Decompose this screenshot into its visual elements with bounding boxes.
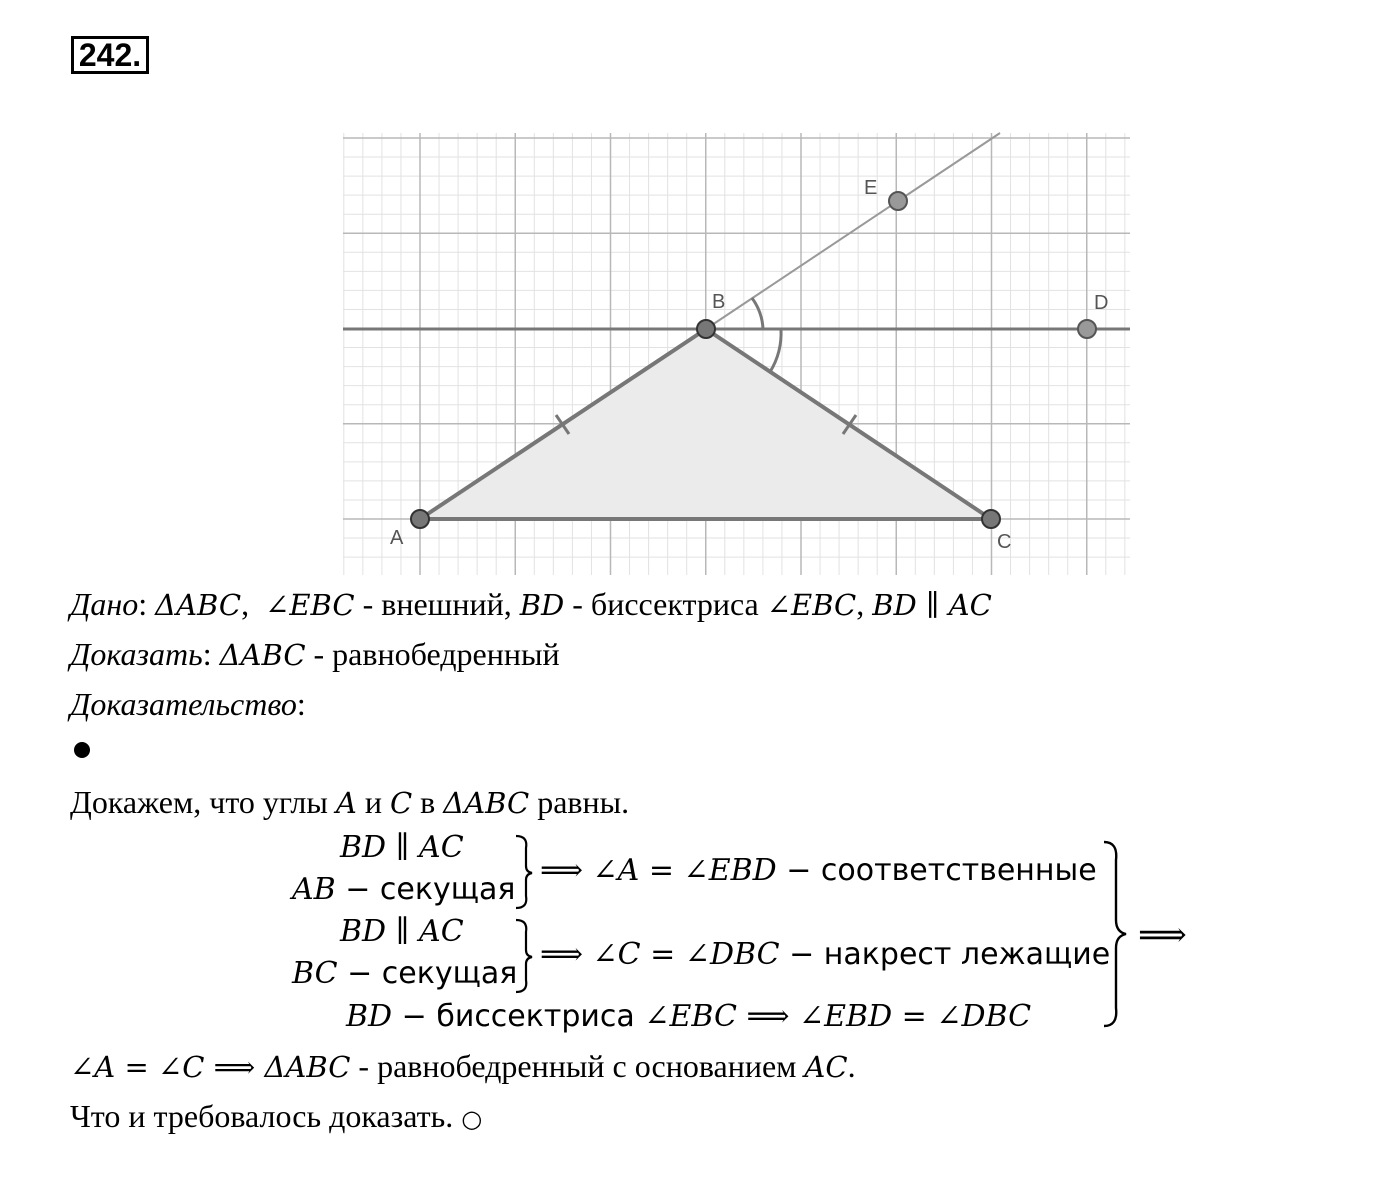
label-a: A	[390, 527, 404, 549]
system-row2-result	[540, 935, 1110, 980]
given-angle: ∠EBC	[265, 588, 355, 622]
label-c: C	[997, 531, 1012, 553]
point-a	[411, 510, 429, 528]
system-r3-t: − биссектриса	[392, 999, 645, 1034]
label-e: E	[864, 177, 878, 199]
point-b	[697, 320, 715, 338]
given-text-1: - внешний,	[354, 586, 520, 622]
outer-brace	[1104, 842, 1126, 1026]
system-r1-res-m: ⟹ ∠A = ∠EBD	[540, 853, 777, 888]
given-label: Дано	[70, 586, 139, 622]
system-row1-top	[340, 828, 464, 873]
system-r2a: BD ∥ AC	[340, 914, 464, 949]
point-e	[889, 192, 907, 210]
given-line: Дано: ΔABC, ∠EBC - внешний, BD - биссектриса ∠EBC, BD ∥ AC	[70, 586, 992, 622]
conclusion-line	[70, 1046, 856, 1087]
given-angle-2: ∠EBC	[766, 588, 857, 622]
system-implies	[1138, 915, 1187, 962]
given-parallel: BD ∥ AC	[872, 588, 992, 622]
conclusion-t1: - равнобедренный с основанием	[350, 1048, 805, 1084]
intro-a: A	[335, 786, 357, 820]
system-r1b-m: AB	[292, 872, 336, 907]
angle-arc-ebd	[752, 298, 763, 329]
system-r2b-m: BC	[292, 956, 338, 991]
inner-brace-1	[516, 836, 532, 908]
intro-text-1: Докажем, что углы	[70, 784, 336, 820]
system-r2b-t: − секущая	[337, 956, 518, 991]
prove-triangle: ΔABC	[219, 638, 306, 672]
system-row3	[346, 997, 1031, 1042]
intro-text-2: и	[356, 784, 390, 820]
proof-line: Доказательство:	[70, 686, 306, 722]
system-row1-result	[540, 851, 1097, 896]
ray-be	[706, 133, 1000, 329]
intro-c: C	[389, 786, 413, 820]
conclusion-t2: .	[847, 1048, 856, 1084]
intro-triangle: ΔABC	[443, 786, 530, 820]
given-text-2: - биссектриса	[564, 586, 767, 622]
intro-text-4: равны.	[529, 784, 630, 820]
label-d: D	[1094, 292, 1109, 314]
system-r1-res-t: − соответственные	[776, 853, 1097, 888]
bullet	[74, 742, 90, 758]
qed-mark: ○	[461, 1105, 483, 1133]
inner-brace-2	[516, 920, 532, 992]
system-r3-m1: BD	[346, 999, 393, 1034]
intro-text-3: в	[412, 784, 444, 820]
system-implies-arrow: ⟹	[1138, 915, 1187, 955]
conclusion-m1: ∠A = ∠C ⟹ ΔABC	[70, 1050, 351, 1084]
qed-line	[70, 1096, 482, 1139]
system-row2-top	[340, 912, 464, 957]
prove-text: - равнобедренный	[305, 636, 560, 672]
prove-line: Доказать: ΔABC - равнобедренный	[70, 636, 560, 672]
system-row2-bottom	[292, 954, 517, 999]
angle-arc-dbc	[770, 329, 781, 372]
given-triangle: ΔABC	[155, 588, 242, 622]
problem-number: 242.	[71, 36, 149, 74]
system-r1b-t: − секущая	[335, 872, 516, 907]
system-row1-bottom	[292, 870, 515, 915]
point-d	[1078, 320, 1096, 338]
qed-text: Что и требовалось доказать.	[70, 1098, 454, 1134]
proof-label: Доказательство	[70, 686, 297, 722]
system-r2-res-t: − накрест лежащие	[779, 937, 1111, 972]
label-b: B	[712, 291, 726, 313]
conclusion-m2: AC	[804, 1050, 848, 1084]
system-r2-res-m: ⟹ ∠C = ∠DBC	[540, 937, 780, 972]
given-bd: BD	[519, 588, 565, 622]
system-r3-m2: ∠EBC ⟹ ∠EBD = ∠DBC	[644, 999, 1032, 1034]
intro-line	[70, 782, 629, 823]
prove-label: Доказать	[70, 636, 203, 672]
geometry-figure	[0, 0, 1400, 590]
point-c	[982, 510, 1000, 528]
system-r1a: BD ∥ AC	[340, 830, 464, 865]
